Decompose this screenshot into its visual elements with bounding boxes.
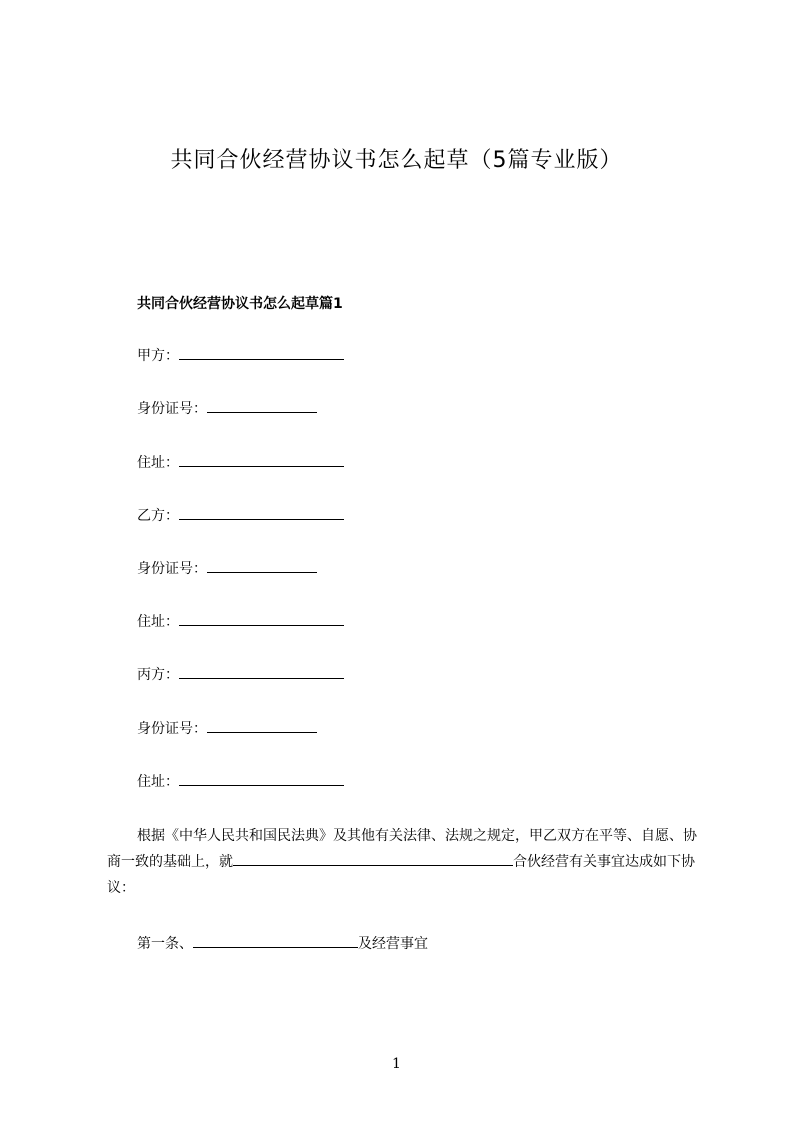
- field-label: 乙方：: [137, 508, 179, 524]
- blank-line: [179, 345, 344, 360]
- field-label: 住址：: [137, 455, 179, 471]
- party-a-id-field: [137, 398, 317, 418]
- blank-line: [179, 452, 344, 467]
- blank-line: [179, 664, 344, 679]
- paragraph-text-1: 根据《中华人民共和国民法典》及其他有关法律、法规之规定，甲乙双方在平等、自愿、协商一致的基础上，就: [107, 828, 697, 870]
- field-label: 身份证号：: [137, 401, 207, 417]
- agreement-paragraph: [107, 823, 707, 901]
- field-label: 身份证号：: [137, 721, 207, 737]
- party-b-id-field: [137, 558, 317, 578]
- clause-suffix: 及经营事宜: [358, 936, 428, 952]
- blank-line: [193, 933, 358, 948]
- clause-1: [137, 933, 428, 953]
- party-c-id-field: [137, 718, 317, 738]
- blank-line: [179, 771, 344, 786]
- party-a-field: [137, 345, 344, 365]
- document-title: 共同合伙经营协议书怎么起草（5篇专业版）: [170, 148, 623, 173]
- party-b-field: [137, 505, 344, 525]
- party-c-address-field: [137, 771, 344, 791]
- clause-prefix: 第一条、: [137, 936, 193, 952]
- party-b-address-field: [137, 611, 344, 631]
- section-heading: 共同合伙经营协议书怎么起草篇1: [137, 296, 343, 312]
- blank-line: [233, 851, 513, 866]
- paragraph-text-2: 合伙经营有关事宜达成如下协议：: [107, 854, 695, 896]
- blank-line: [207, 398, 317, 413]
- field-label: 住址：: [137, 614, 179, 630]
- party-c-field: [137, 664, 344, 684]
- blank-line: [207, 718, 317, 733]
- page-number: 1: [392, 1056, 401, 1072]
- field-label: 身份证号：: [137, 561, 207, 577]
- field-label: 住址：: [137, 774, 179, 790]
- blank-line: [207, 558, 317, 573]
- field-label: 丙方：: [137, 667, 179, 683]
- blank-line: [179, 505, 344, 520]
- blank-line: [179, 611, 344, 626]
- party-a-address-field: [137, 452, 344, 472]
- field-label: 甲方：: [137, 348, 179, 364]
